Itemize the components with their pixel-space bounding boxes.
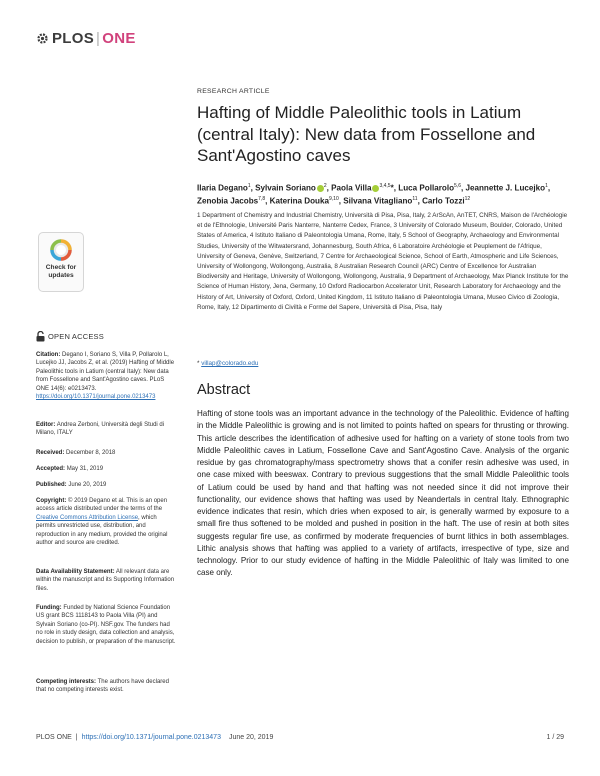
citation-label: Citation: xyxy=(36,352,61,358)
editor-text: Andrea Zerboni, Università degli Studi di Milano, ITALY xyxy=(36,422,165,437)
page-number: 1 / 29 xyxy=(546,734,564,741)
open-lock-icon xyxy=(36,331,45,342)
author-name: Zenobia Jacobs xyxy=(197,196,259,206)
citation-text: Degano I, Soriano S, Villa P, Pollarolo L, Lucejko JJ, Jacobs Z, et al. (2019) Hafting of Middle Paleolithic tools in Latium (central Italy): New data from Fossellone and Sant'Agostino caves. PLoS ONE 14(6): e0213473. xyxy=(36,352,175,392)
author-affil: 3,4,5 xyxy=(379,183,391,189)
competing-interests-block xyxy=(36,678,176,695)
copyright-text-1: © 2019 Degano et al. This is an open access article distributed under the terms of the xyxy=(36,498,168,513)
accepted-block xyxy=(36,465,176,473)
citation-doi-link[interactable]: https://doi.org/10.1371/journal.pone.0213473 xyxy=(36,394,156,401)
published-date: June 20, 2019 xyxy=(68,482,107,488)
published-label: Published: xyxy=(36,482,67,488)
author-affil: 1 xyxy=(247,183,251,189)
author-affil: 5,6 xyxy=(454,183,461,189)
author-name: Jeannette J. Lucejko xyxy=(465,183,546,193)
author-name: Carlo Tozzi xyxy=(422,196,465,206)
check-updates-line1: Check for xyxy=(45,264,77,271)
footer-date: June 20, 2019 xyxy=(228,734,274,741)
corresponding-email xyxy=(197,360,569,367)
accepted-date: May 31, 2019 xyxy=(66,466,104,472)
plos-logo-icon xyxy=(36,32,49,45)
author-name: Sylvain Soriano xyxy=(255,183,316,193)
copyright-block xyxy=(36,497,176,547)
author-name: Ilaria Degano xyxy=(197,183,248,193)
received-block xyxy=(36,449,176,457)
funding-label: Funding: xyxy=(36,605,62,611)
author-affil: 12 xyxy=(464,196,471,203)
author-affil: 9,10 xyxy=(329,196,339,203)
editor-block xyxy=(36,421,176,438)
article-title: Hafting of Middle Paleolithic tools in Latium (central Italy): New data from Fossellone and Sant'Agostino caves xyxy=(197,103,536,165)
competing-interests-label: Competing interests: xyxy=(36,679,97,685)
received-label: Received: xyxy=(36,450,65,456)
crossmark-icon xyxy=(49,238,73,262)
affiliations: 1 Department of Chemistry and Industrial Chemistry, Università di Pisa, Pisa, Italy, 2 ArScAn, AnTET, CNRS, Maison de l'Archéologie et de l'Ethnologie, Université Paris Nanterre, Nanterre Cedex, France, 3 University of Colorado Museum, Boulder, Colorado, United States of America, 4 Istituto Italiano di Paleontologia Umana, Rome, Italy, 5 School of Geography, Archaeology and Environmental Studies, University of the Witwatersrand, Johannesburg, South Africa, 6 Laboratoire Archéologie et Peuplement de l'Afrique, University of Geneva, Genève, Switzerland, 7 Centre for Archaeological Science, School of Earth, Atmospheric and Life Sciences, University of Wollongong, Wollongong, Australia, 8 Australian Research Council (ARC) Centre of Excellence for Australian Biodiversity and Heritage, University of Wollongong, Wollongong, Australia, 9 Department of Archaeology, Max Planck Institute for the Science of Human History, Jena, Germany, 10 Oxford Radiocarbon Accelerator Unit, Research Laboratory for Archaeology and the History of Art, University of Oxford, Oxford, United Kingdom, 11 Istituto Italiano di Paleontologia Umana, Museo Civico di Zoologia, Rome, Italy, 12 Dipartimento di Civiltà e Forme del Sapere, Università di Pisa, Pisa, Italy xyxy=(197,212,569,311)
article-type: RESEARCH ARTICLE xyxy=(197,88,270,95)
data-availability-text: All relevant data are within the manuscript and its Supporting Information files. xyxy=(36,569,175,592)
footer-separator: | xyxy=(75,734,78,741)
received-date: December 8, 2018 xyxy=(66,450,116,456)
published-block xyxy=(36,481,176,489)
author-name: Luca Pollarolo xyxy=(398,183,455,193)
open-access-text: OPEN ACCESS xyxy=(48,332,104,341)
email-link[interactable]: villap@colorado.edu xyxy=(201,360,259,367)
abstract-heading: Abstract xyxy=(197,382,251,398)
author-list: Ilaria Degano$^1$, Sylvain Soriano $^2$, Paola Villa $^{3,4,5}$*, Luca Pollarolo$^{5,6}$, Jeannette J. Lucejko$^1$, Zenobia Jacobs$^{7,8}$, Katerina Douka$^{9,10}$, Silvana Vitagliano$^{11}$, Carlo Tozzi$^{12}$ xyxy=(197,183,551,206)
journal-name-one: ONE xyxy=(102,30,136,47)
author-name: Paola Villa xyxy=(331,183,372,193)
open-access-label xyxy=(36,331,104,342)
copyright-text-2: , which permits unrestricted use, distribution, and reproduction in any medium, provided the original author and source are credited. xyxy=(36,514,168,547)
funding-block xyxy=(36,604,176,646)
orcid-icon[interactable] xyxy=(317,185,324,192)
footer-journal: PLOS ONE xyxy=(36,734,72,741)
author-affil: 7,8 xyxy=(258,196,266,203)
author-affil: 2 xyxy=(323,183,327,189)
citation-block xyxy=(36,351,176,401)
license-link[interactable]: Creative Commons Attribution License xyxy=(36,514,139,521)
funding-text: Funded by National Science Foundation US grant BCS 1118143 to Paola Villa (PI) and Sylvain Soriano (co-PI). NSF.gov. The funders had no role in study design, data collection and analysis, decision to publish, or preparation of the manuscript. xyxy=(36,605,176,645)
data-availability-label: Data Availability Statement: xyxy=(36,569,115,575)
check-updates-line2: updates xyxy=(48,271,74,279)
copyright-label: Copyright: xyxy=(36,498,67,504)
abstract-text: Hafting of stone tools was an important advance in the technology of the Paleolithic. Evidence of hafting in the Middle Paleolithic is growing and is not limited to points hafted on spears for thrusting or throwing. This article describes the identification of adhesive used for hafting on a variety of stone tools from two Middle Paleolithic caves in Latium, Fossellone Cave and Sant'Agostino Cave. Analysis of the organic residue by gas chromatography/mass spectrometry shows that a conifer resin adhesive was used, in one case mixed with beeswax. Contrary to previous suggestions that the small Middle Paleolithic tools of Latium could be used by hand and that hafting was not needed since it did not improve their functionality, our evidence shows that hafting was used by Neandertals in central Italy. Ethnographic evidence indicates that resin, which dries when exposed to air, is generally warmed by exposure to a small fire thus softened to be molded and pushed in position in the haft. The use of resin at both sites suggests regular fire use, as confirmed by moderate frequencies of burnt lithics in both assemblages. Lithic analysis shows that hafting was applied to a variety of artifacts, irrespective of type, size and technology. Prior to our study evidence of hafting in the Middle Paleolithic of Italy was limited to one case only. xyxy=(197,409,569,578)
competing-interests-text: The authors have declared that no competing interests exist. xyxy=(36,679,169,694)
editor-label: Editor: xyxy=(36,422,56,428)
journal-name-plos: PLOS xyxy=(52,30,95,47)
author-affil: 11 xyxy=(412,196,418,203)
author-affil: 1 xyxy=(545,183,548,189)
corresponding-star: * xyxy=(390,183,394,193)
accepted-label: Accepted: xyxy=(36,466,66,472)
check-for-updates-badge[interactable] xyxy=(38,232,84,292)
author-name: Katerina Douka xyxy=(269,196,329,206)
footer-doi-link[interactable]: https://doi.org/10.1371/journal.pone.0213473 xyxy=(81,734,221,741)
author-name: Silvana Vitagliano xyxy=(343,196,413,206)
email-star: * xyxy=(197,360,200,367)
page-footer xyxy=(36,734,564,741)
journal-logo: PLOS | ONE xyxy=(36,30,136,47)
data-availability-block xyxy=(36,568,176,593)
